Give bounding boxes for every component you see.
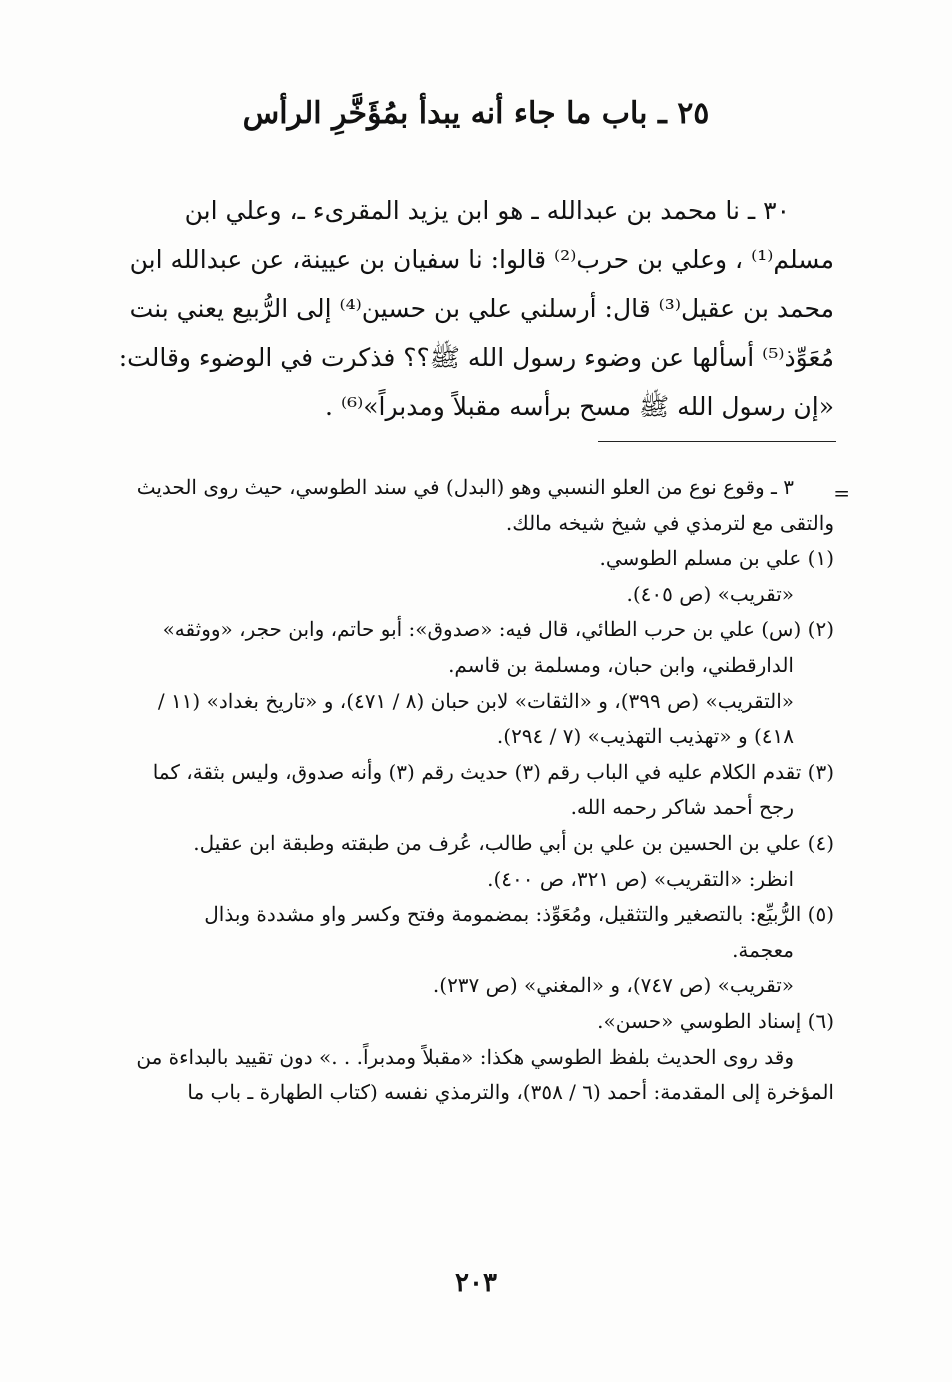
footnote-line: ٤١٨) و «تهذيب التهذيب» (٧ / ٢٩٤).: [496, 724, 794, 749]
footnote-line: (٢) (س) علي بن حرب الطائي، قال فيه: «صدوق»: أبو حاتم، وابن حجر، «ووثقه»: [162, 617, 834, 642]
footnote-line: الدارقطني، وابن حبان، ومسلمة بن قاسم.: [448, 652, 794, 677]
footnote-line: والتقى مع لترمذي في شيخ شيخه مالك.: [505, 510, 834, 535]
footnote-line: وقد روى الحديث بلفظ الطوسي هكذا: «مقبلاً ومدبراً. . .» دون تقييد بالبداءة من: [136, 1044, 794, 1069]
footnote-line: ٣ ـ وقوع نوع من العلو النسبي وهو (البدل) في سند الطوسي، حيث روى الحديث: [136, 475, 794, 499]
footnote-separator: [598, 441, 836, 442]
footnotes: [112, 470, 834, 1111]
hadith-line: محمد بن عقيل⁽³⁾ قال: أرسلني علي بن حسين⁽⁴⁾ إلى الرُّبيع يعني بنت: [129, 294, 834, 323]
page-number: ٢٠٣: [455, 1268, 497, 1298]
footnote-line: (٦) إسناد الطوسي «حسن».: [597, 1008, 834, 1033]
hadith-line: مُعَوِّذ⁽⁵⁾ أسألها عن وضوء رسول الله ﷺ؟؟ فذكرت في الوضوء وقالت:: [118, 343, 834, 372]
continuation-mark: =: [833, 481, 850, 505]
footnote-line: انظر: «التقريب» (ص ٣٢١، ص ٤٠٠).: [487, 866, 794, 891]
hadith-text: [118, 186, 834, 431]
hadith-line: [118, 186, 834, 235]
hadith-line-text: ٣٠ ـ نا محمد بن عبدالله ـ هو ابن يزيد المقرىء ـ، وعلي ابن: [184, 196, 790, 225]
footnote-line: رجح أحمد شاكر رحمه الله.: [570, 795, 794, 820]
footnote-line: «تقريب» (ص ٤٠٥).: [626, 581, 794, 606]
footnote-line: (٤) علي بن الحسين بن علي بن أبي طالب، عُرف من طبقته وطبقة ابن عقيل.: [193, 830, 834, 855]
hadith-line: «إن رسول الله ﷺ مسح برأسه مقبلاً ومدبراً»⁽⁶⁾ .: [325, 392, 834, 421]
footnote-line: المؤخرة إلى المقدمة: أحمد (٦ / ٣٥٨)، والترمذي نفسه (كتاب الطهارة ـ باب ما: [187, 1080, 834, 1105]
footnote-line: «التقريب» (ص ٣٩٩)، و «الثقات» لابن حبان (٨ / ٤٧١)، و «تاريخ بغداد» (١١ /: [157, 688, 794, 713]
footnote-line: (٣) تقدم الكلام عليه في الباب رقم (٣) حديث رقم (٣) وأنه صدوق، وليس بثقة، كما: [152, 759, 834, 784]
footnote-line: معجمة.: [732, 937, 794, 962]
hadith-line: مسلم⁽¹⁾ ، وعلي بن حرب⁽²⁾ قالوا: نا سفيان بن عيينة، عن عبدالله ابن: [129, 245, 834, 274]
footnote-line: (١) علي بن مسلم الطوسي.: [599, 546, 834, 571]
chapter-title: ٢٥ ـ باب ما جاء أنه يبدأ بمُؤَخَّرِ الرأس: [242, 96, 710, 131]
footnote-line: «تقريب» (ص ٧٤٧)، و «المغني» (ص ٢٣٧).: [432, 973, 794, 998]
footnote-line: (٥) الرُّبيِّع: بالتصغير والتثقيل، ومُعَوِّذ: بمضمومة وفتح وكسر واو مشددة وبذال: [204, 902, 834, 927]
